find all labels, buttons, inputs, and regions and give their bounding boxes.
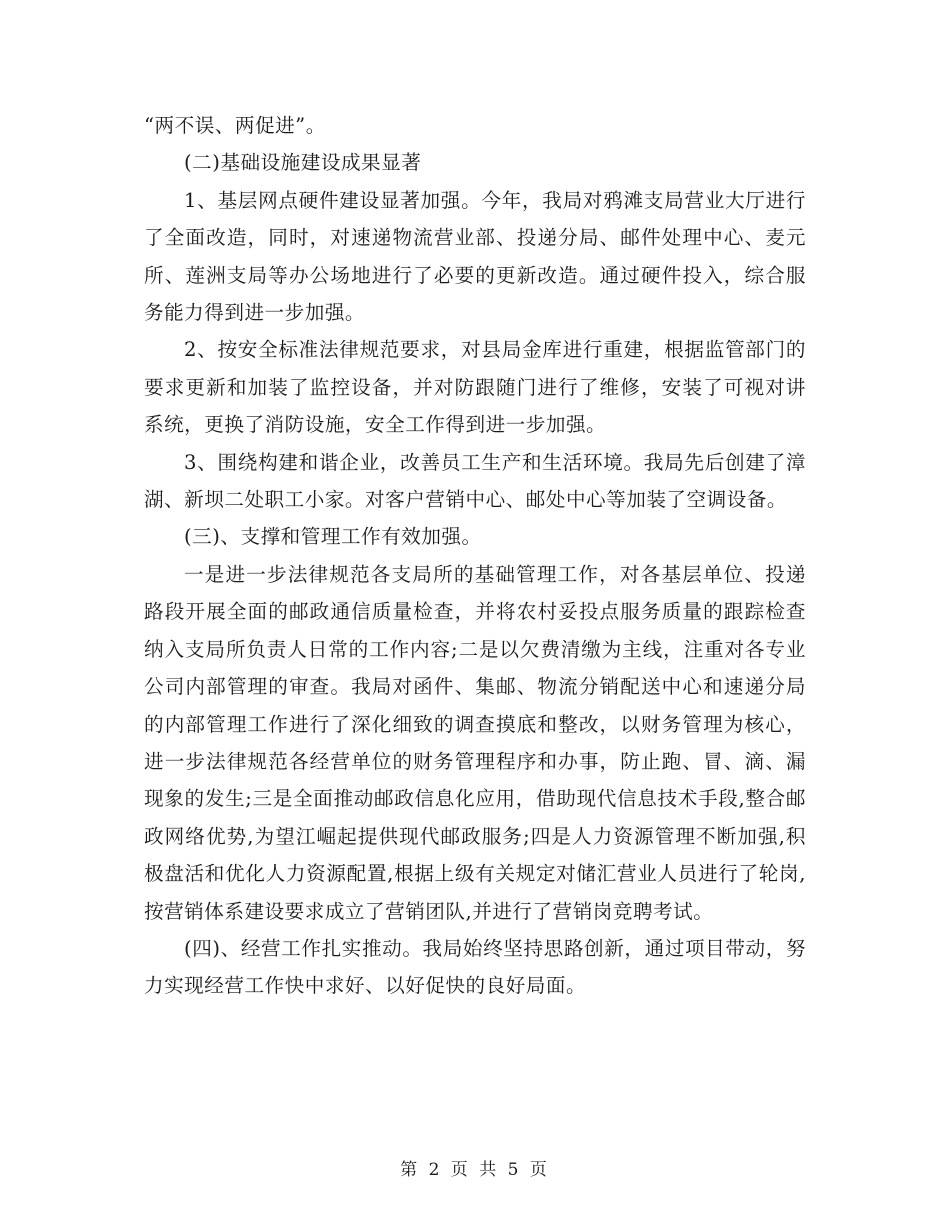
section-heading-management: (三)、支撑和管理工作有效加强。 (184, 525, 482, 549)
paragraph-hardware-construction: 1、基层网点硬件建设显著加强。今年，我局对鸦滩支局营业大厅进行了全面改造，同时，对速递物流营业部、投递分局、邮件处理中心、麦元所、莲洲支局等办公场地进行了必要的更新改造。通过硬件投入，综合服务能力得到进一步加强。 (144, 188, 806, 325)
page-number-footer: 第 2 页 共 5 页 (400, 1160, 550, 1180)
paragraph-management-details: 一是进一步法律规范各支局所的基础管理工作，对各基层单位、投递路段开展全面的邮政通信质量检查，并将农村妥投点服务质量的跟踪检查纳入支局所负责人日常的工作内容;二是以欠费清缴为主线，注重对各专业公司内部管理的审查。我局对函件、集邮、物流分销配送中心和速递分局的内部管理工作进行了深化细致的调查摸底和整改，以财务管理为核心，进一步法律规范各经营单位的财务管理程序和办事，防止跑、冒、滴、漏现象的发生;三是全面推动邮政信息化应用，借助现代信息技术手段,整合邮政网络优势,为望江崛起提供现代邮政服务;四是人力资源管理不断加强,积极盘活和优化人力资源配置,根据上级有关规定对储汇营业人员进行了轮岗,按营销体系建设要求成立了营销团队,并进行了营销岗竞聘考试。 (144, 562, 806, 923)
paragraph-safety-standards: 2、按安全标准法律规范要求，对县局金库进行重建，根据监管部门的要求更新和加装了监控设备，并对防跟随门进行了维修，安装了可视对讲系统，更换了消防设施，安全工作得到进一步加强。 (144, 338, 806, 437)
paragraph-business-operations: (四)、经营工作扎实推动。我局始终坚持思路创新，通过项目带动，努力实现经营工作快中求好、以好促快的良好局面。 (144, 936, 806, 998)
section-heading-infrastructure: (二)基础设施建设成果显著 (184, 151, 422, 175)
paragraph-harmonious-enterprise: 3、围绕构建和谐企业，改善员工生产和生活环境。我局先后创建了漳湖、新坝二处职工小家。对客户营销中心、邮处中心等加装了空调设备。 (144, 450, 806, 512)
paragraph-continuation: “两不误、两促进”。 (144, 114, 326, 137)
document-body (144, 107, 806, 1005)
